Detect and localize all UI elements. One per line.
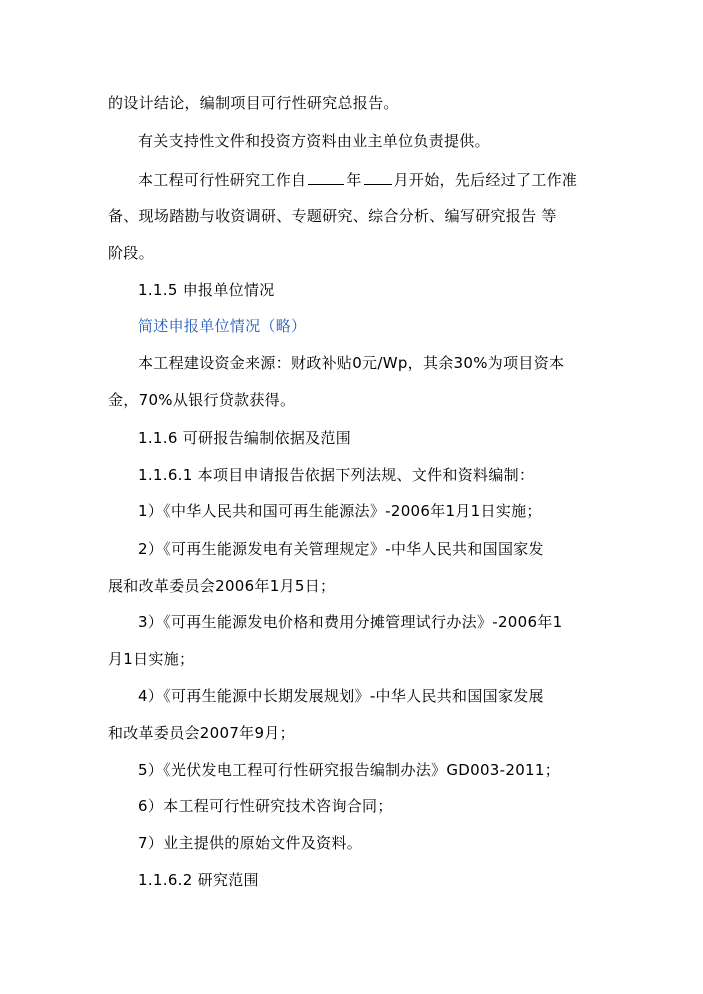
text-fragment: 年	[346, 171, 362, 189]
paragraph-line-with-blanks	[138, 169, 577, 190]
list-item-2-cont: 展和改革委员会2006年1月5日；	[108, 577, 336, 595]
paragraph-line: 本工程建设资金来源：财政补贴0元/Wp，其余30%为项目资本	[138, 354, 565, 372]
section-heading-1-1-5: 1.1.5 申报单位情况	[138, 281, 275, 299]
date-blank-month	[364, 169, 392, 185]
list-item-6: 6）本工程可行性研究技术咨询合同；	[138, 797, 393, 815]
list-item-4-cont: 和改革委员会2007年9月；	[108, 724, 295, 742]
date-blank-year	[308, 169, 344, 185]
paragraph-line: 有关支持性文件和投资方资料由业主单位负责提供。	[138, 132, 490, 150]
section-heading-1-1-6: 1.1.6 可研报告编制依据及范围	[138, 429, 352, 447]
blue-note: 简述申报单位情况（略）	[138, 317, 307, 335]
list-item-3: 3）《可再生能源发电价格和费用分摊管理试行办法》-2006年1	[138, 613, 563, 631]
list-item-1: 1）《中华人民共和国可再生能源法》-2006年1月1日实施；	[138, 502, 542, 520]
list-item-2: 2）《可再生能源发电有关管理规定》-中华人民共和国国家发	[138, 540, 544, 558]
section-heading-1-1-6-1: 1.1.6.1 本项目申请报告依据下列法规、文件和资料编制：	[138, 466, 535, 484]
list-item-7: 7）业主提供的原始文件及资料。	[138, 834, 363, 852]
text-fragment: 本工程可行性研究工作自	[138, 171, 307, 189]
text-fragment: 月开始，先后经过了工作准	[393, 171, 578, 189]
section-heading-1-1-6-2: 1.1.6.2 研究范围	[138, 871, 259, 889]
paragraph-line: 阶段。	[108, 244, 154, 262]
list-item-5: 5）《光伏发电工程可行性研究报告编制办法》GD003-2011；	[138, 761, 561, 779]
paragraph-line: 的设计结论，编制项目可行性研究总报告。	[108, 94, 399, 112]
list-item-3-cont: 月1日实施；	[108, 650, 195, 668]
paragraph-line: 金，70%从银行贷款获得。	[108, 391, 296, 409]
paragraph-line: 备、现场踏勘与收资调研、专题研究、综合分析、编写研究报告 等	[108, 207, 557, 225]
list-item-4: 4）《可再生能源中长期发展规划》-中华人民共和国国家发展	[138, 687, 544, 705]
